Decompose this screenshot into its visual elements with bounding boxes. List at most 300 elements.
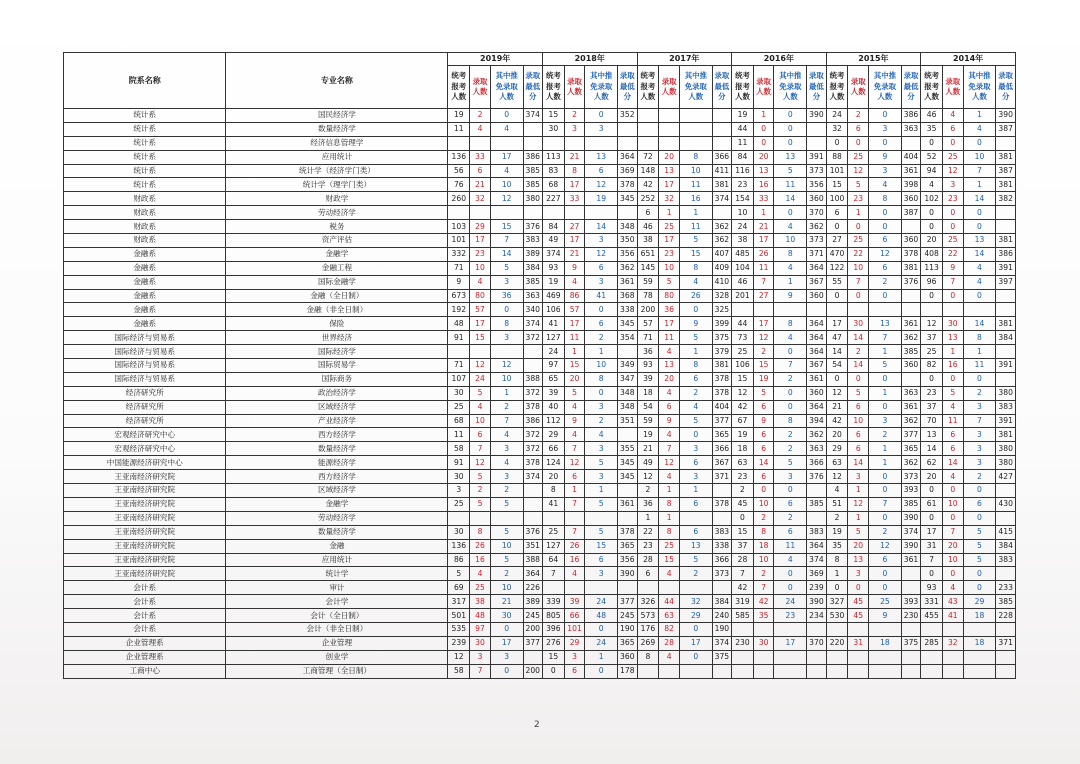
header-sub-line: 录取 (998, 71, 1014, 81)
value-cell: 397 (996, 275, 1016, 289)
value-cell: 69 (448, 581, 470, 595)
value-cell: 339 (542, 595, 564, 609)
value-cell: 378 (523, 456, 542, 470)
value-cell: 80 (659, 289, 680, 303)
value-cell: 42 (732, 581, 754, 595)
header-sub-column (712, 66, 731, 109)
value-cell: 385 (523, 178, 542, 192)
value-cell: 19 (448, 109, 470, 123)
table-row (64, 345, 1016, 359)
value-cell: 356 (618, 553, 637, 567)
value-cell: 361 (901, 164, 920, 178)
value-cell: 20 (659, 372, 680, 386)
value-cell: 48 (448, 317, 470, 331)
value-cell (901, 136, 920, 150)
value-cell: 365 (901, 442, 920, 456)
value-cell (996, 345, 1016, 359)
value-cell: 1 (637, 511, 659, 525)
value-cell: 86 (448, 553, 470, 567)
value-cell: 7 (869, 497, 902, 511)
value-cell: 7 (869, 331, 902, 345)
value-cell (637, 122, 659, 136)
value-cell: 381 (996, 317, 1016, 331)
value-cell: 57 (470, 303, 491, 317)
value-cell: 1 (963, 109, 996, 123)
value-cell: 7 (943, 275, 964, 289)
major-cell: 会计学 (226, 595, 448, 609)
value-cell: 378 (712, 386, 731, 400)
value-cell: 127 (542, 331, 564, 345)
value-cell: 9 (869, 609, 902, 623)
value-cell: 101 (826, 164, 848, 178)
value-cell: 2 (753, 345, 774, 359)
value-cell: 3 (585, 470, 618, 484)
value-cell: 535 (448, 622, 470, 636)
value-cell: 378 (618, 525, 637, 539)
table-row (64, 122, 1016, 136)
major-cell: 数量经济学 (226, 122, 448, 136)
value-cell: 20 (753, 150, 774, 164)
value-cell: 106 (542, 303, 564, 317)
value-cell: 14 (585, 220, 618, 234)
table-row (64, 442, 1016, 456)
value-cell: 381 (901, 261, 920, 275)
header-sub-line: 统考 (545, 71, 561, 81)
major-cell: 劳动经济学 (226, 206, 448, 220)
value-cell: 25 (848, 234, 869, 248)
value-cell: 0 (921, 206, 943, 220)
value-cell: 0 (869, 206, 902, 220)
value-cell: 190 (712, 622, 731, 636)
value-cell: 28 (732, 553, 754, 567)
value-cell (901, 567, 920, 581)
value-cell: 374 (523, 109, 542, 123)
value-cell (807, 122, 826, 136)
value-cell: 17 (659, 234, 680, 248)
value-cell: 2 (637, 484, 659, 498)
value-cell: 0 (869, 136, 902, 150)
value-cell: 42 (753, 595, 774, 609)
value-cell: 19 (637, 428, 659, 442)
header-sub-line: 分 (1001, 92, 1010, 102)
value-cell: 13 (679, 539, 712, 553)
value-cell: 382 (996, 192, 1016, 206)
value-cell: 364 (807, 539, 826, 553)
value-cell: 8 (659, 497, 680, 511)
value-cell: 82 (659, 622, 680, 636)
value-cell: 17 (490, 636, 523, 650)
value-cell: 15 (542, 650, 564, 664)
value-cell: 42 (637, 178, 659, 192)
value-cell: 0 (869, 470, 902, 484)
value-cell: 383 (807, 525, 826, 539)
value-cell: 380 (996, 442, 1016, 456)
value-cell: 5 (963, 525, 996, 539)
value-cell: 9 (869, 150, 902, 164)
value-cell: 375 (712, 331, 731, 345)
value-cell: 410 (712, 275, 731, 289)
value-cell: 362 (901, 331, 920, 345)
value-cell (523, 206, 542, 220)
value-cell: 2 (490, 567, 523, 581)
value-cell: 0 (774, 109, 807, 123)
value-cell (732, 664, 754, 678)
value-cell: 0 (490, 303, 523, 317)
major-cell: 国际商务 (226, 372, 448, 386)
table-row (64, 456, 1016, 470)
value-cell: 0 (963, 581, 996, 595)
value-cell: 4 (564, 400, 585, 414)
value-cell: 6 (869, 261, 902, 275)
value-cell: 63 (826, 456, 848, 470)
value-cell: 12 (490, 359, 523, 373)
value-cell: 377 (618, 595, 637, 609)
value-cell: 7 (564, 497, 585, 511)
value-cell: 38 (637, 234, 659, 248)
value-cell: 0 (963, 511, 996, 525)
value-cell: 20 (921, 470, 943, 484)
value-cell: 10 (753, 497, 774, 511)
value-cell: 23 (774, 609, 807, 623)
header-sub-line: 最低 (619, 81, 635, 91)
table-row (64, 303, 1016, 317)
value-cell (679, 122, 712, 136)
value-cell: 0 (826, 372, 848, 386)
header-sub-line: 报考 (924, 81, 939, 91)
value-cell: 326 (637, 595, 659, 609)
value-cell: 325 (712, 303, 731, 317)
header-sub-line: 人数 (451, 92, 467, 102)
value-cell: 3 (963, 428, 996, 442)
value-cell (996, 664, 1016, 678)
value-cell: 20 (848, 539, 869, 553)
value-cell: 48 (470, 609, 491, 623)
value-cell: 25 (943, 150, 964, 164)
value-cell: 4 (774, 331, 807, 345)
header-sub-line: 录取 (809, 71, 824, 81)
value-cell: 20 (564, 372, 585, 386)
value-cell (996, 220, 1016, 234)
value-cell (996, 567, 1016, 581)
header-sub-line: 录取 (619, 71, 635, 81)
value-cell: 14 (848, 331, 869, 345)
college-cell: 会计系 (64, 622, 226, 636)
value-cell: 28 (659, 636, 680, 650)
value-cell: 0 (826, 581, 848, 595)
value-cell: 18 (637, 386, 659, 400)
value-cell: 364 (807, 331, 826, 345)
value-cell: 7 (963, 414, 996, 428)
value-cell: 374 (901, 525, 920, 539)
value-cell: 3 (490, 650, 523, 664)
value-cell: 7 (564, 525, 585, 539)
value-cell: 375 (901, 636, 920, 650)
value-cell: 93 (921, 581, 943, 595)
value-cell: 16 (753, 178, 774, 192)
value-cell (996, 650, 1016, 664)
college-cell: 王亚南经济研究院 (64, 511, 226, 525)
value-cell: 15 (753, 359, 774, 373)
value-cell: 10 (848, 414, 869, 428)
value-cell: 391 (807, 150, 826, 164)
college-cell: 企业管理系 (64, 650, 226, 664)
header-sub-line: 人数 (782, 92, 798, 102)
value-cell: 71 (637, 331, 659, 345)
value-cell: 15 (490, 220, 523, 234)
major-cell: 企业管理 (226, 636, 448, 650)
value-cell (848, 622, 869, 636)
value-cell (943, 650, 964, 664)
value-cell (774, 650, 807, 664)
value-cell: 369 (618, 164, 637, 178)
college-cell: 会计系 (64, 609, 226, 623)
value-cell: 338 (712, 539, 731, 553)
value-cell: 2 (490, 400, 523, 414)
value-cell: 5 (963, 539, 996, 553)
table-row (64, 414, 1016, 428)
value-cell: 36 (659, 303, 680, 317)
value-cell: 404 (712, 400, 731, 414)
value-cell: 26 (470, 539, 491, 553)
value-cell: 24 (732, 220, 754, 234)
value-cell: 33 (564, 192, 585, 206)
value-cell: 5 (774, 456, 807, 470)
value-cell (523, 359, 542, 373)
header-sub-line: 统考 (735, 71, 750, 81)
major-cell: 应用统计 (226, 150, 448, 164)
value-cell: 2 (585, 331, 618, 345)
value-cell: 384 (712, 595, 731, 609)
college-cell: 王亚南经济研究院 (64, 525, 226, 539)
value-cell: 380 (996, 456, 1016, 470)
value-cell: 0 (490, 622, 523, 636)
value-cell: 360 (807, 289, 826, 303)
value-cell: 4 (470, 400, 491, 414)
value-cell: 13 (659, 359, 680, 373)
value-cell: 17 (826, 317, 848, 331)
value-cell: 0 (869, 220, 902, 234)
value-cell: 37 (921, 400, 943, 414)
value-cell: 25 (732, 345, 754, 359)
value-cell: 2 (679, 386, 712, 400)
value-cell: 107 (448, 372, 470, 386)
value-cell: 97 (470, 622, 491, 636)
value-cell: 0 (826, 289, 848, 303)
header-sub-line: 人数 (924, 92, 939, 102)
table-row (64, 609, 1016, 623)
value-cell: 5 (470, 386, 491, 400)
value-cell: 23 (943, 192, 964, 206)
value-cell: 10 (585, 359, 618, 373)
value-cell: 40 (542, 400, 564, 414)
value-cell: 4 (659, 345, 680, 359)
value-cell: 11 (659, 331, 680, 345)
value-cell: 363 (523, 289, 542, 303)
value-cell: 57 (637, 317, 659, 331)
value-cell: 23 (732, 178, 754, 192)
value-cell: 49 (637, 456, 659, 470)
value-cell: 391 (996, 414, 1016, 428)
college-cell: 国际经济与贸易系 (64, 359, 226, 373)
value-cell: 6 (585, 553, 618, 567)
value-cell: 10 (679, 164, 712, 178)
value-cell: 363 (901, 386, 920, 400)
value-cell: 2 (774, 372, 807, 386)
value-cell: 32 (470, 192, 491, 206)
value-cell: 6 (637, 567, 659, 581)
value-cell: 7 (774, 359, 807, 373)
value-cell (869, 650, 902, 664)
value-cell: 8 (869, 192, 902, 206)
value-cell (826, 303, 848, 317)
value-cell: 385 (523, 275, 542, 289)
value-cell: 1 (679, 484, 712, 498)
value-cell: 73 (732, 331, 754, 345)
value-cell: 371 (807, 247, 826, 261)
value-cell: 5 (963, 553, 996, 567)
header-sub-line: 录取 (567, 76, 582, 86)
value-cell: 54 (826, 359, 848, 373)
value-cell: 373 (712, 567, 731, 581)
value-cell: 3 (490, 275, 523, 289)
value-cell: 4 (659, 386, 680, 400)
value-cell: 365 (618, 539, 637, 553)
value-cell: 7 (564, 442, 585, 456)
value-cell: 4 (943, 400, 964, 414)
header-sub-line: 最低 (809, 81, 824, 91)
major-cell: 产业经济学 (226, 414, 448, 428)
value-cell: 17 (659, 178, 680, 192)
header-sub-line: 人数 (499, 92, 515, 102)
value-cell: 366 (712, 442, 731, 456)
value-cell: 362 (618, 261, 637, 275)
value-cell: 371 (996, 636, 1016, 650)
header-sub-line: 分 (907, 92, 915, 102)
major-cell: 国际金融学 (226, 275, 448, 289)
college-cell: 经济研究所 (64, 400, 226, 414)
value-cell: 380 (996, 386, 1016, 400)
value-cell (732, 303, 754, 317)
value-cell: 381 (712, 359, 731, 373)
value-cell: 383 (712, 525, 731, 539)
value-cell (996, 289, 1016, 303)
value-cell: 2 (848, 109, 869, 123)
header-sub-line: 录取 (661, 76, 677, 86)
value-cell: 1 (679, 345, 712, 359)
value-cell: 71 (448, 359, 470, 373)
value-cell: 23 (921, 386, 943, 400)
value-cell: 24 (826, 109, 848, 123)
value-cell (564, 206, 585, 220)
college-cell: 中国能源经济研究中心 (64, 456, 226, 470)
table-row (64, 553, 1016, 567)
value-cell: 360 (901, 234, 920, 248)
header-sub-line: 人数 (472, 87, 488, 96)
value-cell (618, 484, 637, 498)
value-cell: 4 (943, 470, 964, 484)
table-row (64, 192, 1016, 206)
value-cell (523, 497, 542, 511)
value-cell: 57 (564, 303, 585, 317)
value-cell: 411 (712, 164, 731, 178)
value-cell: 24 (470, 372, 491, 386)
value-cell: 35 (921, 122, 943, 136)
value-cell: 260 (448, 192, 470, 206)
header-sub-line: 统考 (924, 71, 939, 81)
value-cell: 376 (523, 220, 542, 234)
value-cell (807, 136, 826, 150)
value-cell: 3 (963, 456, 996, 470)
header-sub-column (523, 66, 542, 109)
value-cell (996, 136, 1016, 150)
value-cell (963, 650, 996, 664)
value-cell: 25 (448, 497, 470, 511)
value-cell: 376 (523, 525, 542, 539)
value-cell (448, 136, 470, 150)
value-cell: 8 (679, 359, 712, 373)
value-cell: 469 (542, 289, 564, 303)
table-row (64, 484, 1016, 498)
admission-table (63, 52, 1016, 679)
header-sub-line: 报考 (735, 81, 750, 91)
value-cell: 0 (963, 289, 996, 303)
value-cell: 345 (618, 456, 637, 470)
value-cell: 1 (585, 650, 618, 664)
value-cell: 14 (943, 456, 964, 470)
value-cell: 25 (659, 539, 680, 553)
value-cell: 0 (585, 664, 618, 678)
header-college: 院系名称 (64, 53, 226, 109)
value-cell: 14 (848, 456, 869, 470)
value-cell: 30 (470, 636, 491, 650)
major-cell: 应用统计 (226, 553, 448, 567)
college-cell: 企业管理系 (64, 636, 226, 650)
value-cell: 46 (921, 109, 943, 123)
value-cell: 23 (659, 247, 680, 261)
table-row (64, 525, 1016, 539)
value-cell: 12 (585, 178, 618, 192)
value-cell: 21 (826, 400, 848, 414)
header-sub-line: 人数 (567, 87, 582, 96)
value-cell: 10 (963, 150, 996, 164)
value-cell: 4 (679, 275, 712, 289)
value-cell: 368 (618, 289, 637, 303)
table-row (64, 511, 1016, 525)
value-cell: 6 (585, 261, 618, 275)
value-cell (901, 664, 920, 678)
value-cell: 6 (774, 525, 807, 539)
value-cell: 360 (901, 359, 920, 373)
value-cell: 385 (901, 345, 920, 359)
value-cell: 1 (679, 206, 712, 220)
table-row (64, 109, 1016, 123)
value-cell (943, 664, 964, 678)
value-cell: 356 (618, 247, 637, 261)
value-cell: 6 (848, 122, 869, 136)
value-cell: 390 (901, 511, 920, 525)
value-cell: 361 (901, 553, 920, 567)
value-cell: 67 (732, 414, 754, 428)
major-cell: 财政学 (226, 192, 448, 206)
value-cell: 377 (712, 414, 731, 428)
value-cell: 83 (542, 164, 564, 178)
table-row (64, 400, 1016, 414)
major-cell: 金融 (226, 539, 448, 553)
value-cell: 501 (448, 609, 470, 623)
value-cell: 374 (523, 317, 542, 331)
header-sub-line: 录取 (850, 76, 866, 86)
value-cell: 20 (826, 428, 848, 442)
